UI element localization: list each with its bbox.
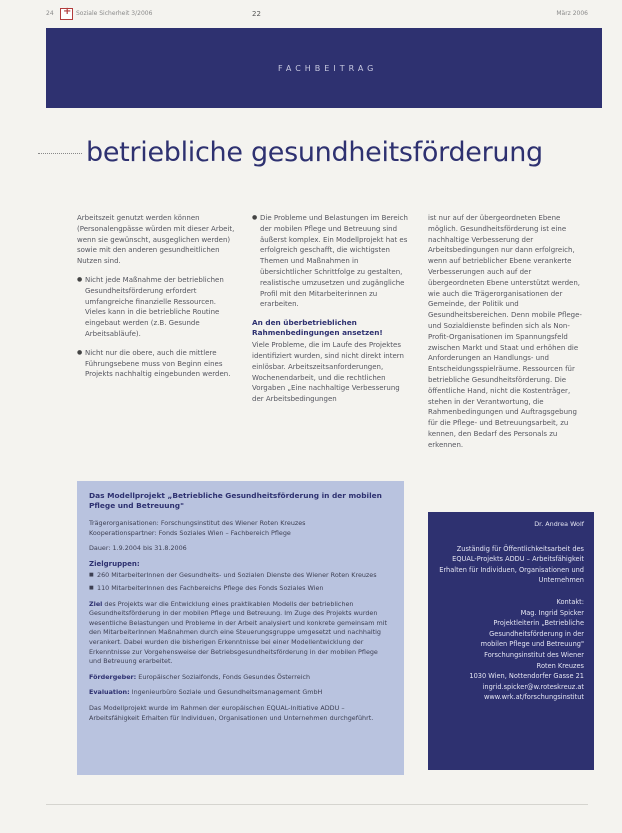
evaluation-text: Ingenieurbüro Soziale und Gesundheitsmanagement GmbH — [131, 688, 323, 697]
infobox-funders — [89, 673, 392, 683]
section-label: FACHBEITRAG — [278, 64, 378, 73]
infobox-duration: Dauer: 1.9.2004 bis 31.8.2006 — [89, 544, 187, 553]
col2-paragraph: Viele Probleme, die im Laufe des Projektes identifiziert wurden, sind nicht direkt intern einlösbar. Arbeitszeitsanforderungen, Wochenendarbeit, und die rechtlichen Vorgaben „Eine nachhaltige Verbesserung der Arbeitsbedingungen — [252, 341, 404, 404]
infobox-target-item: ■ 110 MitarbeiterInnen des Fachbereichs Pflege des Fonds Soziales Wien — [89, 584, 392, 594]
page-ref: 24 — [46, 10, 54, 17]
infobox-financing: Kooperationspartner: Fonds Soziales Wien – Fachbereich Pflege — [89, 528, 291, 537]
column-1 — [77, 213, 237, 388]
running-header — [46, 7, 588, 21]
author-name: Dr. Andrea Wolf — [534, 520, 584, 528]
red-cross-logo-icon — [60, 8, 73, 20]
infobox-evaluation — [89, 688, 392, 698]
contact-line: Gesundheitsförderung in der — [489, 629, 584, 638]
page-footer-rule — [46, 804, 588, 805]
contact-line: Mag. Ingrid Spicker — [520, 608, 584, 617]
author-contact-box — [428, 512, 594, 770]
magazine-name: Soziale Sicherheit 3/2006 — [76, 10, 153, 17]
infobox-target-item: ■ 260 MitarbeiterInnen der Gesundheits- und Sozialen Dienste des Wiener Roten Kreuzes — [89, 571, 392, 581]
infobox-goal — [89, 600, 392, 667]
contact-line: 1030 Wien, Nottendorfer Gasse 21 — [469, 672, 584, 681]
funders-label: Fördergeber: — [89, 672, 137, 681]
section-banner — [46, 28, 602, 108]
article-title: betriebliche gesundheitsförderung — [86, 137, 543, 168]
column-2 — [252, 213, 412, 413]
column-3 — [428, 213, 588, 483]
contact-website-link[interactable]: www.wrk.at/forschungsinstitut — [483, 693, 584, 702]
goal-text: des Projekts war die Entwicklung eines praktikablen Modells der betrieblichen Gesundheitsförderung in der mobilen Pflege und Betreuung. Im Zuge des Projekts wurden wesentliche Belastungen und Probleme in der Arbeit analysiert und konkrete gemeinsam mit den MitarbeiterInnen Maßnahmen durch eine Steuerungsgruppe umgesetzt und nachhaltig verankert. Dabei wurden die bisherigen Erkenntnisse bei einer Modellentwicklung der Erkenntnisse zur Vorgehensweise der Betriebsgesundheitsförderung in der mobilen Pflege und Betreuung erarbeitet. — [89, 599, 387, 666]
contact-line: Projektleiterin „Betriebliche — [493, 619, 584, 628]
contact-line: mobilen Pflege und Betreuung" — [480, 640, 584, 649]
col2-subheading: An den überbetrieblichen Rahmenbedingungen ansetzen! — [252, 318, 383, 338]
author-role: Zuständig für Öffentlichkeitsarbeit des EQUAL-Projekts ADDU – Arbeitsfähigkeit Erhalten für Individuen, Organisationen und Unternehmen — [439, 544, 584, 585]
infobox-carriers: Trägerorganisationen: Forschungsinstitut des Wiener Roten Kreuzes — [89, 519, 306, 527]
contact-line: Forschungsinstitut des Wiener — [484, 650, 584, 659]
funders-text: Europäischer Sozialfonds, Fonds Gesundes Österreich — [138, 672, 311, 681]
col1-bullet: ● Nicht jede Maßnahme der betrieblichen Gesundheitsförderung erfordert umfangreiche finanzielle Ressourcen. Vieles kann in die betriebliche Routine eingebaut werden (z.B. Gesunde Arbeitsabläufe). — [77, 275, 237, 340]
contact-line: Roten Kreuzes — [536, 661, 584, 670]
evaluation-label: Evaluation: — [89, 688, 130, 697]
col2-bullet: ● Die Probleme und Belastungen im Bereich der mobilen Pflege und Betreuung sind äußerst komplex. Ein Modellprojekt hat es erfolgreich geschafft, die wichtigsten Themen und Maßnahmen in übersichtlicher Schrittfolge zu gestalten, realistische umzusetzen und zugängliche Profil mit den Mitarbeiterinnen zu erarbeiten. — [252, 213, 412, 310]
col1-paragraph: Arbeitszeit genutzt werden können (Personalengpässe würden mit dieser Arbeit, wenn sie gewünscht, ausgeglichen werden) sowie mit den anderen gesundheitlichen Nutzen sind. — [77, 214, 235, 266]
infobox-target-heading: Zielgruppen: — [89, 559, 140, 568]
project-infobox — [77, 481, 404, 775]
col3-paragraph: ist nur auf der übergeordneten Ebene möglich. Gesundheitsförderung ist eine nachhaltige Verbesserung der Arbeitsbedingungen nur dann erfolgreich, wenn auf betrieblicher Ebene verankerte Verbesserungen auch auf der übergeordneten Ebene unterstützt werden, wie auch die Trägerorganisationen der Gemeinde, der Politik und Gesundheitsbereichen. Denn mobile Pflege- und Sozialdienste befinden sich als Non-Profit-Organisationen im Spannungsfeld zwischen Markt und Staat und erhöhen die Anforderungen an Handlungs- und Entscheidungsspielräume. Ressourcen für betriebliche Gesundheitsförderung. Die öffentliche Hand, nicht die Kostenträger, stehen in der Verantwortung, die Rahmenbedingungen und Auftragsgebung für die Pflege- und Betreuungsarbeit, zu kennen, den Bedarf des Personals zu erkennen. — [428, 214, 582, 449]
col1-bullet: ● Nicht nur die obere, auch die mittlere Führungsebene muss von Beginn eines Projekts nachhaltig eingebunden werden. — [77, 348, 237, 380]
infobox-footer: Das Modellprojekt wurde im Rahmen der europäischen EQUAL-Initiative ADDU – Arbeitsfähigkeit Erhalten für Individuen, Organisationen und Unternehmen durchgeführt. — [89, 703, 374, 722]
title-rule — [38, 153, 82, 154]
issue-date: März 2006 — [556, 10, 588, 17]
page-number: 22 — [252, 10, 261, 18]
contact-email-link[interactable]: ingrid.spicker@w.roteskreuz.at — [482, 682, 584, 691]
goal-label: Ziel — [89, 599, 103, 608]
contact-heading: Kontakt: — [556, 597, 584, 606]
infobox-title: Das Modellprojekt „Betriebliche Gesundheitsförderung in der mobilen Pflege und Betreuung" — [89, 491, 382, 510]
